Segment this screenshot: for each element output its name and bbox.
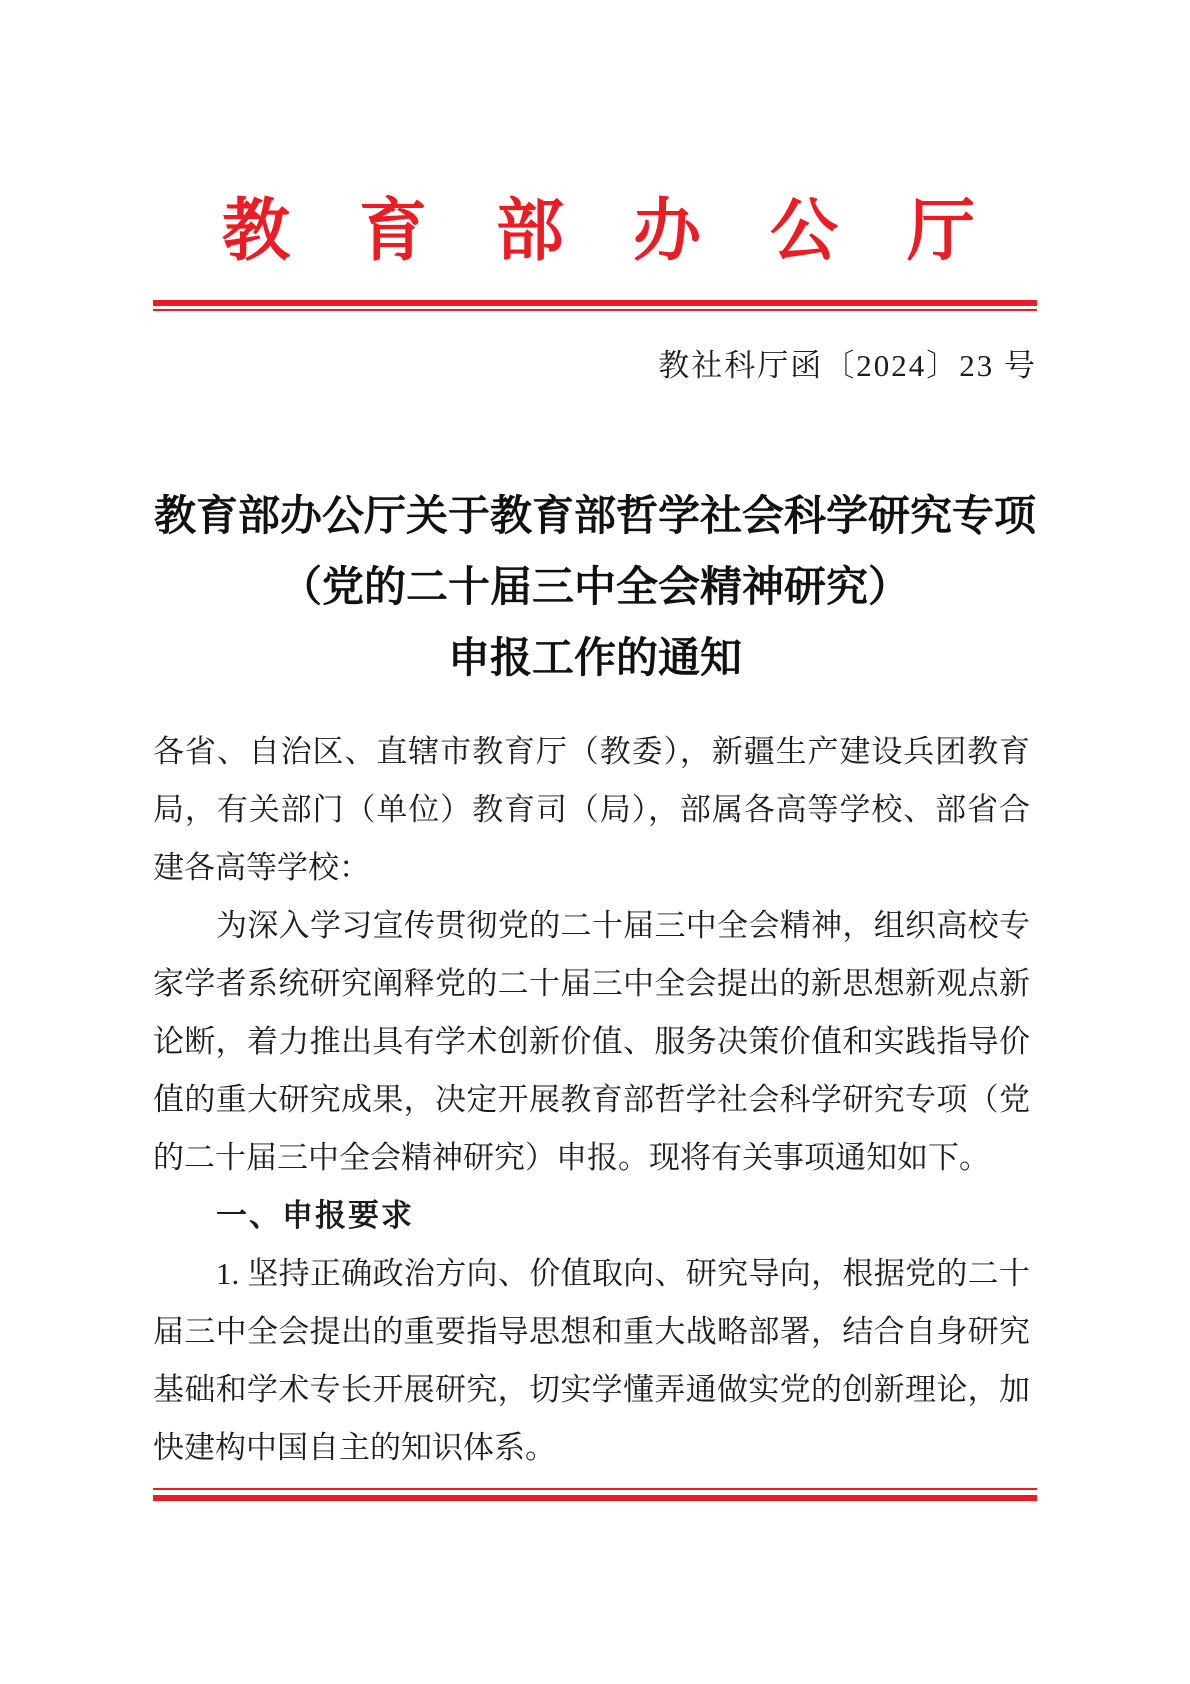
body-line: 各省、自治区、直辖市教育厅（教委），新疆生产建设兵团教育 [153,734,1030,769]
divider-thin-line [153,309,1037,311]
body-line: 1. 坚持正确政治方向、价值取向、研究导向，根据党的二十 [216,1256,1030,1291]
body-line: 届三中全会提出的重要指导思想和重大战略部署，结合自身研究 [153,1314,1030,1349]
body-line: 基础和学术专长开展研究，切实学懂弄通做实党的创新理论，加 [153,1372,1030,1407]
body-line: 论断，着力推出具有学术创新价值、服务决策价值和实践指导价 [153,1024,1030,1059]
footer-divider [153,1488,1037,1501]
body-line: 局，有关部门（单位）教育司（局），部属各高等学校、部省合 [153,792,1030,827]
masthead-divider [153,300,1037,311]
document-reference-number: 教社科厅函〔2024〕23 号 [658,348,1037,383]
document-body [153,723,1030,1477]
body-line: 快建构中国自主的知识体系。 [153,1430,556,1465]
body-line: 的二十届三中全会精神研究）申报。现将有关事项通知如下。 [153,1140,990,1175]
body-line: 为深入学习宣传贯彻党的二十届三中全会精神，组织高校专 [216,908,1030,943]
divider-thick-line [153,1495,1037,1501]
section-heading-application-requirements: 一、申报要求 [216,1198,414,1233]
body-line: 建各高等学校： [153,850,370,885]
document-title-line-3: 申报工作的通知 [447,636,742,682]
agency-masthead: 教育部办公厅 [222,193,1045,269]
body-line: 值的重大研究成果，决定开展教育部哲学社会科学研究专项（党 [153,1082,1030,1117]
document-title-line-1: 教育部办公厅关于教育部哲学社会科学研究专项 [153,494,1036,540]
document-title [153,482,1037,695]
document-title-line-2: （党的二十届三中全会精神研究） [279,565,910,611]
body-line: 家学者系统研究阐释党的二十届三中全会提出的新思想新观点新 [153,966,1030,1001]
